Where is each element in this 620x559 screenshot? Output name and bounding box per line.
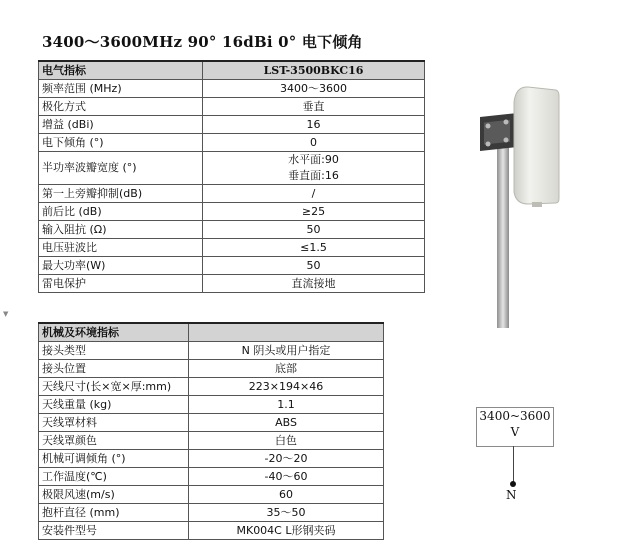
table-row (39, 116, 425, 134)
table-row (39, 185, 425, 203)
spec-value: -20～20 (189, 450, 384, 468)
spec-value: 35～50 (189, 504, 384, 522)
model-number (189, 323, 384, 342)
spec-value: 1.1 (189, 396, 384, 414)
spec-value: ≥25 (203, 203, 425, 221)
table-row (39, 221, 425, 239)
spec-value: 垂直 (203, 98, 425, 116)
spec-label: 最大功率(W) (39, 257, 203, 275)
spec-label: 安装件型号 (39, 522, 189, 540)
spec-label: 增益 (dBi) (39, 116, 203, 134)
spec-label: 频率范围 (MHz) (39, 80, 203, 98)
spec-label: 电压驻波比 (39, 239, 203, 257)
spec-label: 天线重量 (kg) (39, 396, 189, 414)
table-row (39, 360, 384, 378)
triangle-marker-icon: ▼ (3, 310, 9, 318)
connector-line (513, 446, 514, 484)
section-title: 机械及环境指标 (39, 323, 189, 342)
spec-label: 极限风速(m/s) (39, 486, 189, 504)
spec-value: -40～60 (189, 468, 384, 486)
spec-label: 工作温度(℃) (39, 468, 189, 486)
panel-antenna-image (470, 80, 560, 330)
connector-type-label: N (506, 488, 517, 502)
spec-value (203, 152, 425, 185)
spec-value: ≤1.5 (203, 239, 425, 257)
spec-label: 抱杆直径 (mm) (39, 504, 189, 522)
table-row (39, 152, 425, 185)
connector-stub (532, 202, 542, 207)
table-row (39, 486, 384, 504)
model-number: LST-3500BKC16 (203, 61, 425, 80)
spec-label: 前后比 (dB) (39, 203, 203, 221)
spec-value: 223×194×46 (189, 378, 384, 396)
spec-value: 50 (203, 257, 425, 275)
spec-label: 第一上旁瓣抑制(dB) (39, 185, 203, 203)
spec-value: ABS (189, 414, 384, 432)
table-row (39, 450, 384, 468)
connector-dot-icon (510, 481, 516, 487)
section-title: 电气指标 (39, 61, 203, 80)
table-header-row (39, 61, 425, 80)
table-row (39, 414, 384, 432)
table-row (39, 468, 384, 486)
spec-label: 雷电保护 (39, 275, 203, 293)
mounting-pole (497, 120, 509, 328)
antenna-radome (514, 87, 559, 204)
spec-value: 16 (203, 116, 425, 134)
table-row (39, 396, 384, 414)
spec-label: 电下倾角 (°) (39, 134, 203, 152)
table-row (39, 432, 384, 450)
connector-label-box (476, 407, 554, 447)
table-row (39, 98, 425, 116)
spec-value: MK004C L形钢夹码 (189, 522, 384, 540)
spec-label: 接头位置 (39, 360, 189, 378)
spec-label: 输入阻抗 (Ω) (39, 221, 203, 239)
table-row (39, 342, 384, 360)
spec-label: 机械可调倾角 (°) (39, 450, 189, 468)
spec-value: 0 (203, 134, 425, 152)
spec-value-line: 水平面:90 (288, 153, 339, 166)
spec-value: 60 (189, 486, 384, 504)
spec-value: N 阴头或用户指定 (189, 342, 384, 360)
spec-value: 3400～3600 (203, 80, 425, 98)
mechanical-spec-table (38, 322, 384, 540)
mounting-bracket (480, 113, 514, 151)
table-row (39, 203, 425, 221)
table-row (39, 275, 425, 293)
polarization-text: V (510, 425, 520, 439)
spec-label: 天线尺寸(长×宽×厚:mm) (39, 378, 189, 396)
frequency-text: 3400~3600 (479, 409, 551, 423)
spec-label: 接头类型 (39, 342, 189, 360)
spec-value: 底部 (189, 360, 384, 378)
spec-value: 直流接地 (203, 275, 425, 293)
spec-label: 天线罩材料 (39, 414, 189, 432)
table-row (39, 504, 384, 522)
table-row (39, 257, 425, 275)
spec-label: 半功率波瓣宽度 (°) (39, 152, 203, 185)
table-header-row (39, 323, 384, 342)
electrical-spec-table (38, 60, 425, 293)
table-row (39, 378, 384, 396)
spec-value: 白色 (189, 432, 384, 450)
spec-label: 极化方式 (39, 98, 203, 116)
spec-label: 天线罩颜色 (39, 432, 189, 450)
spec-value: 50 (203, 221, 425, 239)
spec-value: / (203, 185, 425, 203)
spec-value-line: 垂直面:16 (288, 169, 339, 182)
page-title: 3400～3600MHz 90° 16dBi 0° 电下倾角 (42, 33, 363, 51)
table-row (39, 239, 425, 257)
table-row (39, 134, 425, 152)
table-row (39, 522, 384, 540)
table-row (39, 80, 425, 98)
